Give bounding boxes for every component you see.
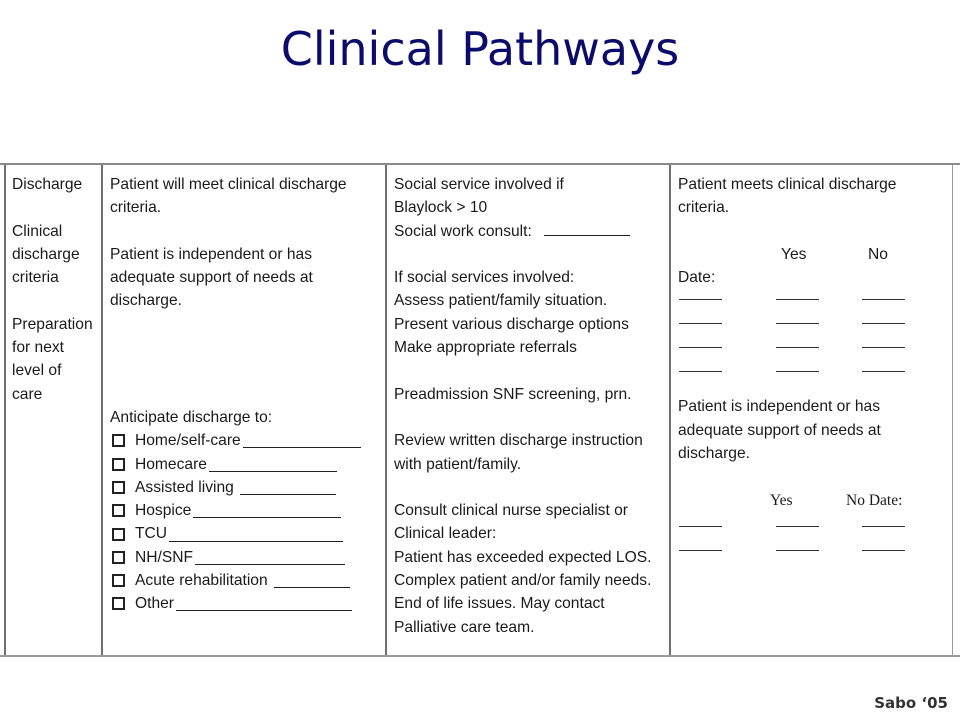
- checkbox-icon[interactable]: [112, 551, 125, 564]
- intervention-text: Social service involved if: [394, 176, 564, 193]
- form-right-border: [952, 165, 953, 657]
- discharge-option[interactable]: [110, 569, 361, 592]
- outcome-text: criteria.: [110, 199, 162, 217]
- intervention-text: with patient/family.: [394, 455, 522, 473]
- discharge-option[interactable]: [110, 429, 361, 452]
- date-entry-row[interactable]: [678, 337, 948, 361]
- evaluation-text: criteria.: [678, 199, 730, 217]
- no-date-label: No Date:: [846, 491, 903, 509]
- form-left-border: [4, 165, 6, 657]
- blank-line[interactable]: [862, 371, 905, 372]
- option-label: TCU: [135, 525, 168, 543]
- yes-label: Yes: [781, 245, 807, 263]
- category-label: Discharge: [12, 176, 83, 193]
- date-entry-row[interactable]: [678, 313, 948, 337]
- blank-line[interactable]: [862, 526, 905, 527]
- checkbox-icon[interactable]: [112, 504, 125, 517]
- blank-line[interactable]: [862, 299, 905, 300]
- option-label: Assisted living: [135, 478, 234, 496]
- fill-in-line: [243, 433, 361, 448]
- intervention-text: Patient has exceeded expected LOS.: [394, 548, 652, 566]
- column-divider: [385, 165, 387, 657]
- outcomes-column: [110, 173, 361, 616]
- fill-in-line: [195, 550, 345, 565]
- anticipate-heading: Anticipate discharge to:: [110, 408, 273, 426]
- fill-in-line: [240, 480, 336, 495]
- form-bottom-border: [0, 655, 960, 657]
- option-label: Other: [135, 595, 174, 613]
- category-label: discharge: [12, 245, 80, 263]
- intervention-text: Consult clinical nurse specialist or: [394, 502, 629, 520]
- checkbox-icon[interactable]: [112, 458, 125, 471]
- intervention-text: Review written discharge instruction: [394, 432, 643, 450]
- discharge-option[interactable]: [110, 476, 361, 499]
- blank-line[interactable]: [679, 323, 722, 324]
- discharge-option[interactable]: [110, 453, 361, 476]
- category-label: Clinical: [12, 222, 63, 240]
- evaluation-column: [678, 173, 948, 564]
- intervention-text: Make appropriate referrals: [394, 339, 577, 357]
- blank-line[interactable]: [679, 371, 722, 372]
- interventions-column: [394, 173, 651, 639]
- intervention-text: Clinical leader:: [394, 525, 497, 543]
- outcome-text: Patient is independent or has: [110, 245, 312, 263]
- fill-in-line: [209, 457, 337, 472]
- column-divider: [101, 165, 103, 657]
- discharge-option[interactable]: [110, 592, 361, 615]
- intervention-text: Assess patient/family situation.: [394, 292, 608, 310]
- discharge-option[interactable]: [110, 522, 361, 545]
- intervention-text: If social services involved:: [394, 269, 575, 287]
- blank-line[interactable]: [679, 550, 722, 551]
- intervention-text: Blaylock > 10: [394, 199, 488, 217]
- blank-line[interactable]: [679, 347, 722, 348]
- option-label: Hospice: [135, 502, 192, 520]
- blank-line[interactable]: [862, 323, 905, 324]
- date-entry-row[interactable]: [678, 361, 948, 385]
- category-column: [12, 173, 93, 406]
- slide-title: Clinical Pathways: [280, 22, 680, 76]
- intervention-text: Social work consult:: [394, 222, 532, 240]
- evaluation-text: discharge.: [678, 445, 750, 463]
- blank-line[interactable]: [776, 526, 819, 527]
- slide-footer: Sabo ‘05: [874, 694, 948, 712]
- yes-label: Yes: [770, 491, 793, 509]
- blank-line[interactable]: [862, 347, 905, 348]
- date-entry-row[interactable]: [678, 540, 948, 564]
- column-divider: [669, 165, 671, 657]
- evaluation-text: Patient is independent or has: [678, 398, 880, 416]
- discharge-option[interactable]: [110, 546, 361, 569]
- outcome-text: adequate support of needs at: [110, 269, 313, 287]
- option-label: Homecare: [135, 455, 207, 473]
- intervention-text: Palliative care team.: [394, 618, 535, 636]
- fill-in-line: [176, 596, 352, 611]
- fill-in-line: [169, 527, 343, 542]
- intervention-text: Preadmission SNF screening, prn.: [394, 385, 632, 403]
- blank-line[interactable]: [776, 347, 819, 348]
- blank-line[interactable]: [679, 526, 722, 527]
- blank-line[interactable]: [776, 550, 819, 551]
- checkbox-icon[interactable]: [112, 434, 125, 447]
- yes-no-date-header: [678, 489, 948, 512]
- category-label: criteria: [12, 269, 59, 287]
- discharge-option[interactable]: [110, 499, 361, 522]
- category-label: for next: [12, 339, 65, 357]
- category-label: care: [12, 385, 43, 403]
- no-label: No: [868, 245, 888, 263]
- option-label: Acute rehabilitation: [135, 572, 268, 590]
- evaluation-text: Patient meets clinical discharge: [678, 176, 897, 193]
- blank-line[interactable]: [776, 299, 819, 300]
- intervention-text: Complex patient and/or family needs.: [394, 572, 652, 590]
- checkbox-icon[interactable]: [112, 574, 125, 587]
- outcome-text: discharge.: [110, 292, 182, 310]
- checkbox-icon[interactable]: [112, 528, 125, 541]
- blank-line[interactable]: [679, 299, 722, 300]
- date-label: Date:: [678, 269, 716, 287]
- blank-line[interactable]: [862, 550, 905, 551]
- category-label: level of: [12, 362, 62, 380]
- evaluation-text: adequate support of needs at: [678, 421, 881, 439]
- date-entry-row[interactable]: [678, 516, 948, 540]
- category-label: Preparation: [12, 315, 93, 333]
- clinical-pathway-form: [0, 163, 960, 657]
- fill-in-line: [193, 503, 341, 518]
- intervention-text: End of life issues. May contact: [394, 595, 605, 613]
- blank-line[interactable]: [776, 371, 819, 372]
- option-label: NH/SNF: [135, 548, 194, 566]
- fill-in-line: [544, 221, 630, 236]
- checkbox-icon[interactable]: [112, 481, 125, 494]
- blank-line[interactable]: [776, 323, 819, 324]
- social-work-consult: [394, 220, 651, 243]
- intervention-text: Present various discharge options: [394, 315, 629, 333]
- fill-in-line: [274, 573, 350, 588]
- checkbox-icon[interactable]: [112, 597, 125, 610]
- yes-no-header: [678, 243, 948, 266]
- date-entry-row[interactable]: [678, 289, 948, 313]
- outcome-text: Patient will meet clinical discharge: [110, 176, 347, 193]
- option-label: Home/self-care: [135, 432, 241, 450]
